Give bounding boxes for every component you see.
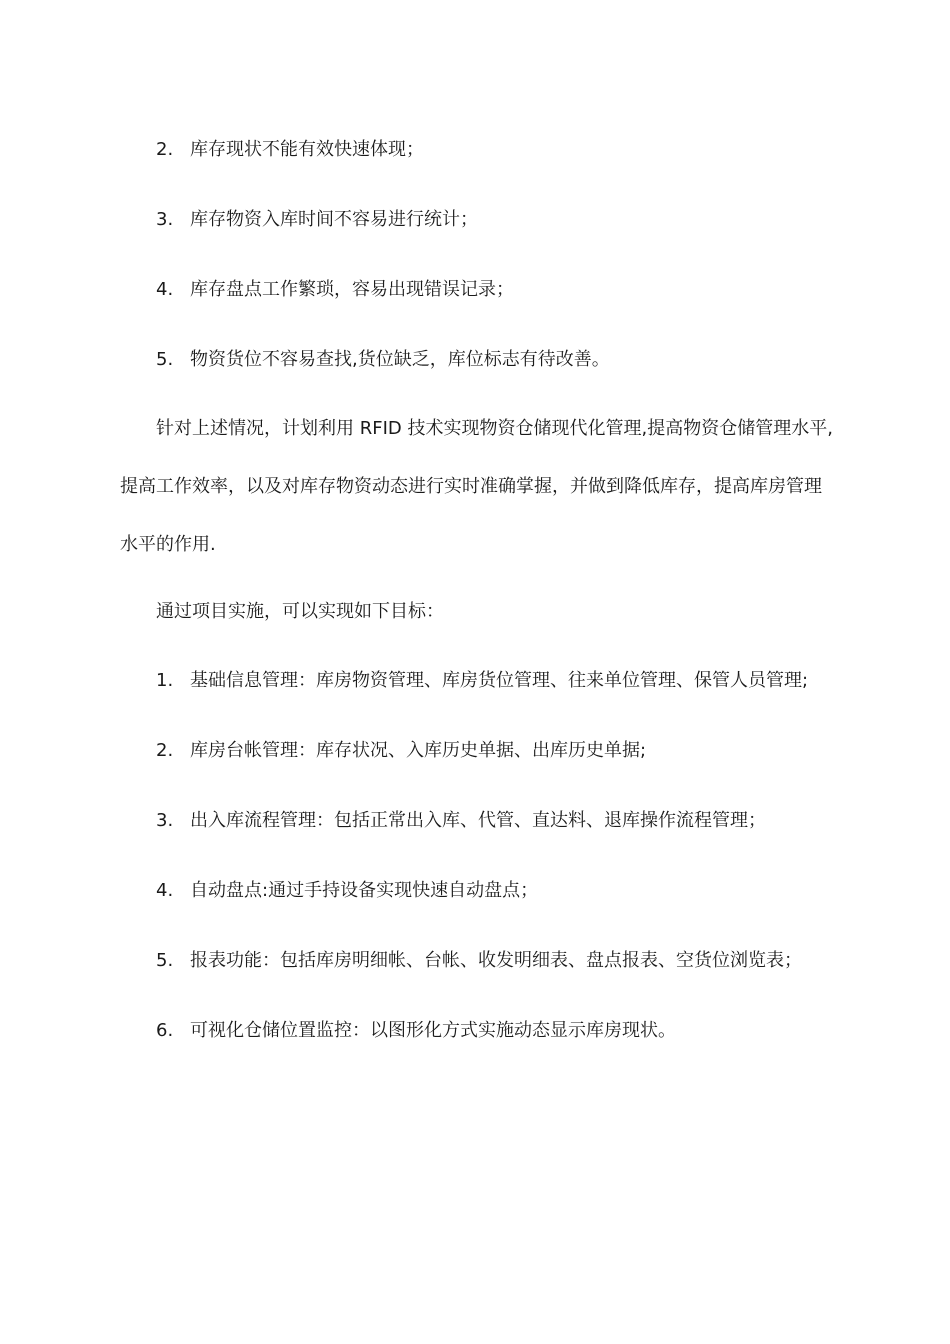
list-number: 6. bbox=[156, 1020, 174, 1041]
list-text: 库房台帐管理：库存状况、入库历史单据、出库历史单据; bbox=[190, 740, 647, 761]
list-number: 4. bbox=[156, 880, 174, 901]
list-item bbox=[156, 261, 838, 331]
list-text: 物资货位不容易查找,货位缺乏，库位标志有待改善。 bbox=[190, 349, 610, 370]
list-number: 2. bbox=[156, 740, 174, 761]
list-item bbox=[156, 932, 838, 990]
list-text: 出入库流程管理：包括正常出入库、代管、直达料、退库操作流程管理； bbox=[190, 810, 766, 831]
list-number: 1. bbox=[156, 670, 174, 691]
goals-intro: 通过项目实施，可以实现如下目标： bbox=[156, 601, 444, 622]
list-item bbox=[156, 722, 838, 780]
list-item bbox=[156, 331, 838, 401]
list-item bbox=[156, 792, 838, 850]
list-number: 3. bbox=[156, 209, 174, 230]
list-text: 自动盘点:通过手持设备实现快速自动盘点； bbox=[190, 880, 539, 901]
list-item bbox=[156, 121, 838, 191]
body-paragraph: 针对上述情况，计划利用 RFID 技术实现物资仓储现代化管理,提高物资仓储管理水平,提高工作效率，以及对库存物资动态进行实时准确掌握，并做到降低库存，提高库房管理水平的作用. bbox=[120, 418, 833, 555]
problem-list bbox=[156, 121, 838, 401]
list-number: 3. bbox=[156, 810, 174, 831]
list-item bbox=[156, 862, 838, 920]
list-item bbox=[156, 652, 838, 710]
list-text: 可视化仓储位置监控：以图形化方式实施动态显示库房现状。 bbox=[190, 1020, 676, 1041]
list-text: 基础信息管理：库房物资管理、库房货位管理、往来单位管理、保管人员管理; bbox=[190, 670, 809, 691]
list-item bbox=[156, 191, 838, 261]
list-number: 2. bbox=[156, 139, 174, 160]
list-item bbox=[156, 1002, 838, 1060]
list-text: 库存现状不能有效快速体现； bbox=[190, 139, 424, 160]
list-text: 库存物资入库时间不容易进行统计； bbox=[190, 209, 478, 230]
list-number: 5. bbox=[156, 349, 174, 370]
list-text: 库存盘点工作繁琐，容易出现错误记录； bbox=[190, 279, 514, 300]
list-number: 5. bbox=[156, 950, 174, 971]
goals-list bbox=[156, 652, 838, 1072]
list-number: 4. bbox=[156, 279, 174, 300]
list-text: 报表功能：包括库房明细帐、台帐、收发明细表、盘点报表、空货位浏览表； bbox=[190, 950, 802, 971]
